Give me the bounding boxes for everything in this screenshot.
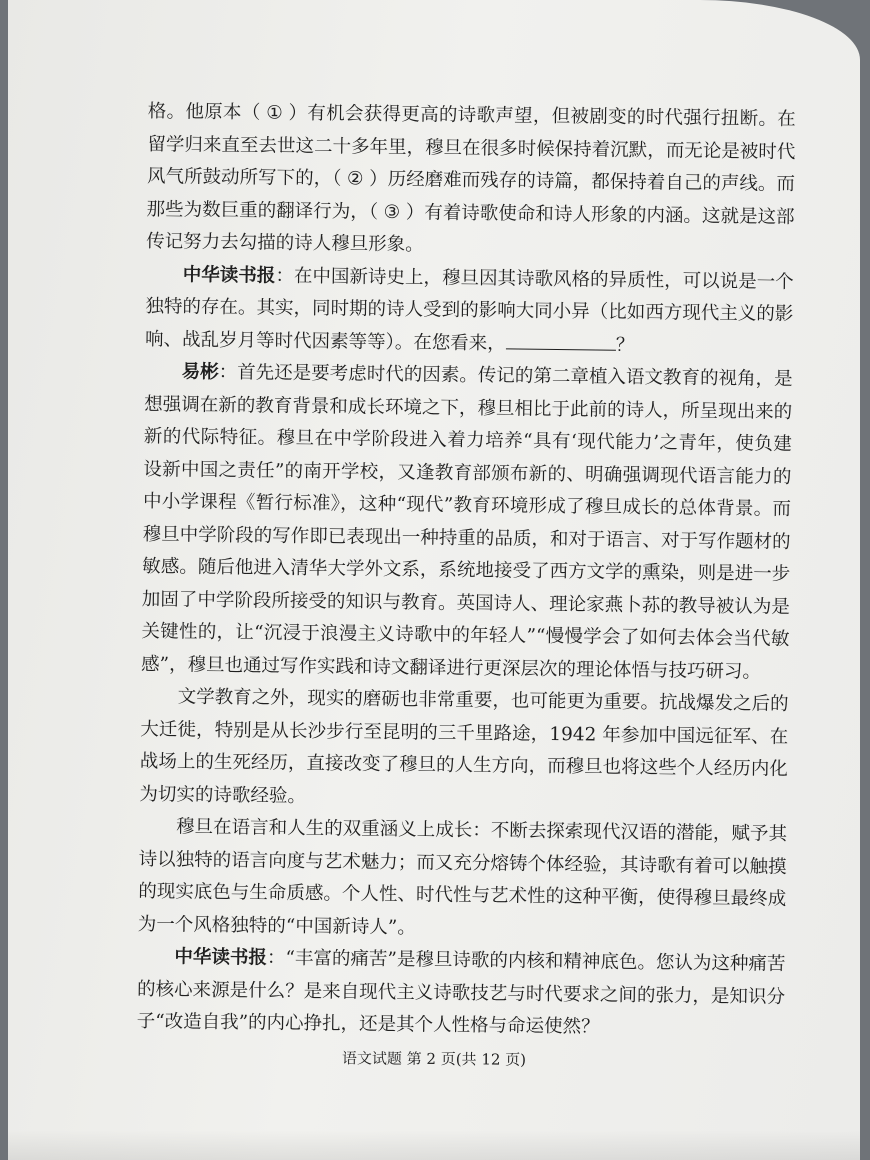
- text-segment: 格。他原本（: [147, 100, 261, 124]
- text-segment: ？: [615, 334, 635, 356]
- text-segment: ）历经磨难而残存的诗篇，都保持着自己的声线。而那些为数巨重的翻译行为，（: [146, 168, 796, 223]
- blank-marker: ②: [346, 168, 364, 190]
- dialogue-paragraph: [145, 258, 794, 363]
- blank-marker: ③: [383, 201, 401, 223]
- text-segment: ：首先还是要考虑时代的因素。传记的第二章植入语文教育的视角，是想强调在新的教育背景和成长环境之下，穆旦相比于此前的诗人，所呈现出来的新的代际特征。穆旦在中学阶段进入着力培养“具有‘现代能力’之青年，使负建设新中国之责任”的南开学校，又逢教育部颁布新的、明确强调现代语言能力的中小学课程《暂行标准》，这种“现代”教育环境形成了穆旦成长的总体背景。而穆旦中学阶段的写作即已表现出一种持重的品质，和对于语言、对于写作题材的敏感。随后他进入清华大学外文系，系统地接受了西方文学的熏染，则是进一步加固了中学阶段所接受的知识与教育。英国诗人、理论家燕卜荪的教导被认为是关键性的，让“沉浸于浪漫主义诗歌中的年轻人”“慢慢学会了如何去体会当代敏感”，穆旦也通过写作实践和诗文翻译进行更深层次的理论体悟与技巧研习。: [140, 361, 793, 683]
- text-segment: 文学教育之外，现实的磨砺也非常重要，也可能更为重要。抗战爆发之后的大迁徙，特别是从长沙步行至昆明的三千里路途，1942 年参加中国远征军、在战场上的生死经历，直接改变了穆旦的人生方向，而穆旦也将这些个人经历内化为切实的诗歌经验。: [139, 686, 789, 807]
- text-segment: ）有着诗歌使命和诗人形象的内涵。这就是这部传记努力去勾描的诗人穆旦形象。: [146, 201, 795, 256]
- text-segment: ）有机会获得更高的诗歌声望，但被剧变的时代强行扭断。在留学归来直至去世这二十多年里，穆旦在很多时候保持着沉默，而无论是被时代风气所鼓动所写下的，（: [146, 102, 796, 190]
- answer-blank: [506, 328, 616, 350]
- exam-page: [8, 0, 860, 1160]
- text-segment: ：“丰富的痛苦”是穆旦诗歌的内核和精神底色。您认为这种痛苦的核心来源是什么？是来自现代主义诗歌技艺与时代要求之间的张力，是知识分子“改造自我”的内心挣扎，还是其个人性格与命运使然？: [136, 947, 786, 1038]
- speaker-name: 易彬: [181, 361, 219, 383]
- article-body: [136, 96, 795, 1046]
- page-shadow: [8, 1130, 860, 1160]
- text-paragraph: [146, 96, 796, 266]
- page-footer: 语文试题 第 2 页(共 12 页): [341, 1049, 527, 1069]
- dialogue-paragraph: [136, 941, 785, 1046]
- text-paragraph: [139, 681, 789, 819]
- blank-marker: ①: [266, 102, 283, 124]
- dialogue-paragraph: [141, 356, 793, 689]
- speaker-name: 中华读书报: [182, 263, 276, 287]
- text-segment: 穆旦在语言和人生的双重涵义上成长：不断去探索现代汉语的潜能，赋予其诗以独特的语言向度与艺术魅力；而又充分熔铸个体经验，其诗歌有着可以触摸的现实底色与生命质感。个人性、时代性与艺术性的这种平衡，使得穆旦最终成为一个风格独特的“中国新诗人”。: [137, 816, 788, 938]
- text-segment: ：在中国新诗史上，穆旦因其诗歌风格的异质性，可以说是一个独特的存在。其实，同时期的诗人受到的影响大同小异（比如西方现代主义的影响、战乱岁月等时代因素等等）。在您看来，: [144, 265, 794, 354]
- text-paragraph: [138, 811, 788, 949]
- speaker-name: 中华读书报: [174, 946, 268, 969]
